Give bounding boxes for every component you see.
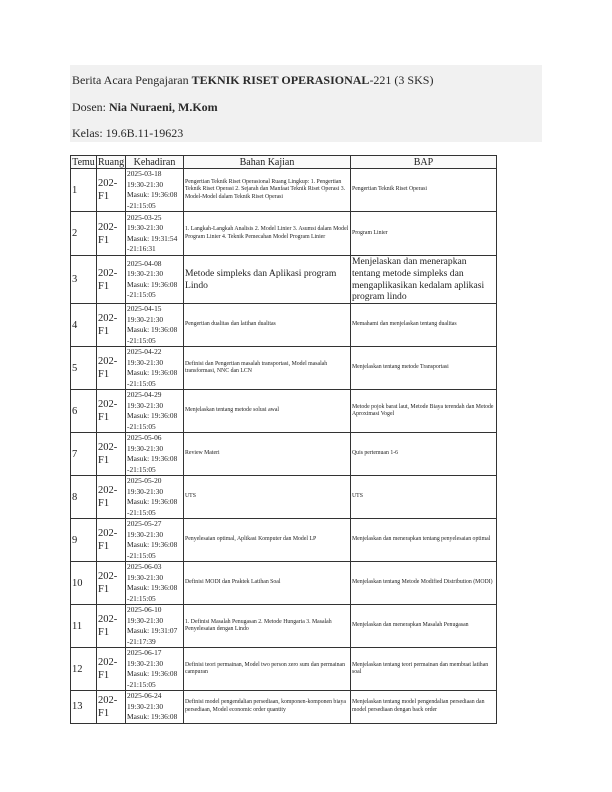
attendance-date: 2025-04-29: [127, 390, 162, 399]
table-row: [71, 605, 497, 648]
attendance-time: 19:30-21:30: [127, 615, 164, 625]
study-material-cell: Metode simpleks dan Aplikasi program Lindo: [184, 256, 351, 304]
attendance-cell: [126, 169, 184, 212]
col-header-kehadiran: Kehadiran: [126, 156, 184, 169]
attendance-date: 2025-05-20: [127, 476, 162, 485]
attendance-check-in: Masuk: 19:36:08: [127, 669, 178, 678]
bap-cell: Menjelaskan dan menerapkan Masalah Penugasan: [351, 605, 497, 648]
study-material-cell: Definisi dan Pengertian masalah transportasi, Model masalah transformasi, NNC dan LCN: [184, 347, 351, 390]
attendance-check-out: -21:15:05: [127, 421, 156, 431]
meeting-number: 3: [71, 256, 97, 304]
attendance-check-in: Masuk: 19:31:07: [127, 626, 178, 635]
attendance-check-in: Masuk: 19:36:08: [127, 540, 178, 549]
attendance-time: 19:30-21:30: [127, 486, 164, 496]
table-row: [71, 390, 497, 433]
attendance-date: 2025-03-18: [127, 169, 162, 178]
attendance-cell: [126, 256, 184, 304]
attendance-date: 2025-06-10: [127, 605, 162, 614]
col-header-bap: BAP: [351, 156, 497, 169]
attendance-date: 2025-04-22: [127, 347, 162, 356]
bap-cell: Program Linier: [351, 212, 497, 256]
meeting-number: 12: [71, 648, 97, 691]
attendance-time: 19:30-21:30: [127, 529, 164, 539]
room-cell: 202-F1: [97, 433, 126, 476]
table-row: [71, 476, 497, 519]
attendance-check-in: Masuk: 19:36:08: [127, 190, 178, 199]
attendance-date: 2025-06-24: [127, 691, 162, 700]
room-cell: 202-F1: [97, 169, 126, 212]
room-cell: 202-F1: [97, 562, 126, 605]
meeting-number: 11: [71, 605, 97, 648]
attendance-check-in: Masuk: 19:36:08: [127, 712, 178, 721]
bap-cell: Menjelaskan dan menerapkan tentang metode simpleks dan mengaplikasikan kedalam aplikasi program lindo: [351, 256, 497, 304]
attendance-check-out: -21:15:05: [127, 200, 156, 210]
table-row: [71, 519, 497, 562]
attendance-date: 2025-06-03: [127, 562, 162, 571]
attendance-check-in: Masuk: 19:36:08: [127, 497, 178, 506]
lecturer-name: Nia Nuraeni, M.Kom: [109, 100, 218, 114]
attendance-cell: [126, 212, 184, 256]
course-name: TEKNIK RISET OPERASIONAL: [191, 73, 370, 87]
attendance-check-in: Masuk: 19:36:08: [127, 411, 178, 420]
bap-cell: Menjelaskan tentang model pengendalian persediaan dan model persediaan dengan back order: [351, 691, 497, 724]
attendance-time: 19:30-21:30: [127, 179, 164, 189]
attendance-check-out: -21:15:05: [127, 507, 156, 517]
bap-cell: Memahami dan menjelaskan tentang dualitas: [351, 304, 497, 347]
attendance-time: 19:30-21:30: [127, 658, 164, 668]
meeting-number: 7: [71, 433, 97, 476]
attendance-time: 19:30-21:30: [127, 400, 164, 410]
attendance-check-out: -21:15:05: [127, 679, 156, 689]
attendance-check-in: Masuk: 19:36:08: [127, 279, 178, 289]
meeting-number: 8: [71, 476, 97, 519]
room-cell: 202-F1: [97, 212, 126, 256]
table-row: [71, 648, 497, 691]
attendance-check-in: Masuk: 19:36:08: [127, 583, 178, 592]
attendance-date: 2025-06-17: [127, 648, 162, 657]
lecturer-line: Dosen: Nia Nuraeni, M.Kom: [72, 100, 218, 114]
attendance-date: 2025-03-25: [127, 212, 162, 222]
bap-cell: Pengertian Teknik Riset Operasi: [351, 169, 497, 212]
meeting-number: 6: [71, 390, 97, 433]
study-material-cell: UTS: [184, 476, 351, 519]
attendance-check-in: Masuk: 19:36:08: [127, 368, 178, 377]
table-row: [71, 562, 497, 605]
attendance-check-out: -21:15:05: [127, 464, 156, 474]
study-material-cell: 1. Langkah-Langkah Analisis 2. Model Linier 3. Asumsi dalam Model Program Linier 4. Teknik Pemecahan Model Program Linier: [184, 212, 351, 256]
table-header-row: [71, 156, 497, 169]
study-material-cell: Menjelaskan tentang metode solusi awal: [184, 390, 351, 433]
attendance-cell: [126, 304, 184, 347]
bap-cell: UTS: [351, 476, 497, 519]
meeting-number: 2: [71, 212, 97, 256]
attendance-cell: [126, 476, 184, 519]
bap-cell: Menjelaskan dan menerapkan tentang penyelesaian optimal: [351, 519, 497, 562]
meeting-number: 13: [71, 691, 97, 724]
room-cell: 202-F1: [97, 304, 126, 347]
table-row: [71, 256, 497, 304]
attendance-check-out: -21:17:39: [127, 636, 156, 646]
room-cell: 202-F1: [97, 476, 126, 519]
bap-cell: Metode pojok barat laut, Metode Biaya terendah dan Metode Aproximasi Vogel: [351, 390, 497, 433]
attendance-cell: [126, 691, 184, 724]
bap-cell: Menjelaskan tentang teori permainan dan membuat latihan soal: [351, 648, 497, 691]
meeting-number: 5: [71, 347, 97, 390]
attendance-date: 2025-04-08: [127, 258, 162, 268]
study-material-cell: 1. Definisi Masalah Penugasan 2. Metode Hungaria 3. Masalah Penyelesaian dengan Lindo: [184, 605, 351, 648]
room-cell: 202-F1: [97, 519, 126, 562]
bap-table: [70, 155, 497, 724]
attendance-check-in: Masuk: 19:36:08: [127, 325, 178, 334]
meeting-number: 4: [71, 304, 97, 347]
study-material-cell: Definisi model pengendalian persediaan, komponen-komponen biaya persediaan, Model economic order quantity: [184, 691, 351, 724]
study-material-cell: Penyelesaian optimal, Aplikasi Komputer dan Model LP: [184, 519, 351, 562]
bap-cell: Menjelaskan tentang Metode Modified Distribution (MODI): [351, 562, 497, 605]
room-cell: 202-F1: [97, 648, 126, 691]
table-row: [71, 433, 497, 476]
attendance-time: 19:30-21:30: [127, 701, 164, 711]
class-line: Kelas: 19.6B.11-19623: [72, 126, 184, 140]
attendance-check-in: Masuk: 19:31:54: [127, 233, 178, 243]
attendance-time: 19:30-21:30: [127, 443, 164, 453]
col-header-ruang: Ruang: [98, 156, 125, 168]
attendance-check-in: Masuk: 19:36:08: [127, 454, 178, 463]
document-header: [70, 65, 542, 142]
attendance-date: 2025-04-15: [127, 304, 162, 313]
study-material-cell: Definisi teori permainan, Model two person zero sum dan permainan campuran: [184, 648, 351, 691]
attendance-cell: [126, 519, 184, 562]
attendance-cell: [126, 648, 184, 691]
col-header-bahan-kajian: Bahan Kajian: [184, 156, 351, 169]
attendance-time: 19:30-21:30: [127, 269, 164, 278]
attendance-time: 19:30-21:30: [127, 314, 164, 324]
table-row: [71, 347, 497, 390]
room-cell: 202-F1: [97, 605, 126, 648]
attendance-time: 19:30-21:30: [127, 572, 164, 582]
attendance-cell: [126, 347, 184, 390]
attendance-cell: [126, 390, 184, 433]
bap-cell: Menjelaskan tentang metode Transportasi: [351, 347, 497, 390]
attendance-cell: [126, 562, 184, 605]
bap-cell: Quis pertemuan 1-6: [351, 433, 497, 476]
col-header-temu: Temu: [72, 156, 95, 168]
attendance-time: 19:30-21:30: [127, 357, 164, 367]
attendance-cell: [126, 433, 184, 476]
attendance-check-out: -21:15:05: [127, 550, 156, 560]
meeting-number: 9: [71, 519, 97, 562]
room-cell: 202-F1: [97, 347, 126, 390]
study-material-cell: Pengertian dualitas dan latihan dualitas: [184, 304, 351, 347]
attendance-check-out: -21:15:05: [127, 335, 156, 345]
attendance-cell: [126, 605, 184, 648]
attendance-time: 19:30-21:30: [127, 223, 164, 232]
room-cell: 202-F1: [97, 691, 126, 724]
table-row: [71, 691, 497, 724]
study-material-cell: Review Materi: [184, 433, 351, 476]
attendance-check-out: -21:15:05: [127, 378, 156, 388]
document-title: Berita Acara Pengajaran TEKNIK RISET OPERASIONAL-221 (3 SKS): [72, 73, 434, 87]
meeting-number: 1: [71, 169, 97, 212]
attendance-check-out: -21:16:31: [127, 244, 156, 253]
attendance-check-out: -21:15:05: [127, 290, 156, 299]
attendance-date: 2025-05-27: [127, 519, 162, 528]
room-cell: 202-F1: [97, 390, 126, 433]
attendance-date: 2025-05-06: [127, 433, 162, 442]
attendance-check-out: -21:15:05: [127, 593, 156, 603]
study-material-cell: Pengertian Teknik Riset Operasional Ruang Lingkup: 1. Pengertian Teknik Riset Operasi 2. Sejarah dan Manfaat Teknik Riset Operasi 3. Model-Model dalam Teknik Riset Operasi: [184, 169, 351, 212]
study-material-cell: Definisi MODI dan Praktek Latihan Soal: [184, 562, 351, 605]
meeting-number: 10: [71, 562, 97, 605]
table-row: [71, 304, 497, 347]
room-cell: 202-F1: [97, 256, 126, 304]
table-row: [71, 212, 497, 256]
table-row: [71, 169, 497, 212]
